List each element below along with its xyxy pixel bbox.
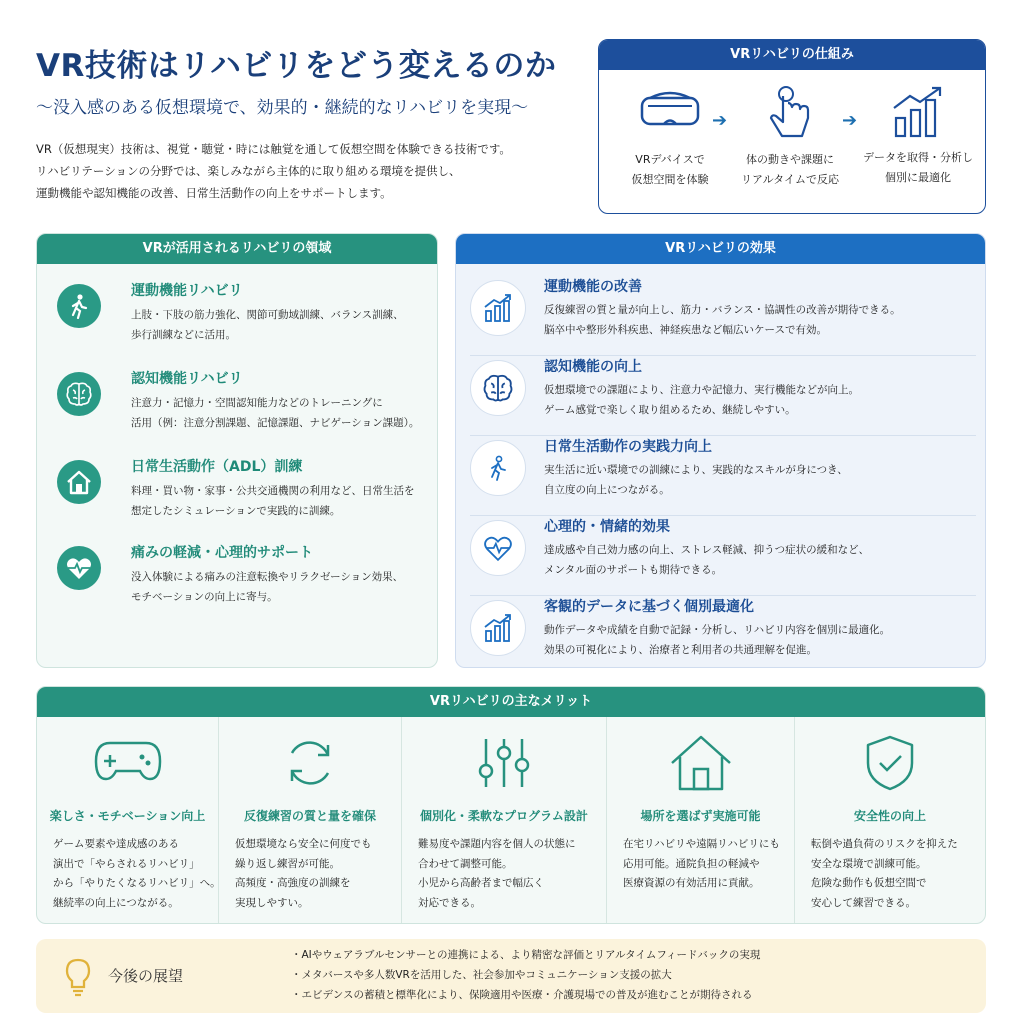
merit-desc-line: 転倒や過負荷のリスクを抑えた (811, 838, 958, 850)
mechanism-step (605, 84, 735, 190)
shield-check-icon (862, 733, 918, 793)
merit-desc (235, 835, 372, 913)
heart-pulse-icon (57, 546, 101, 590)
merit-desc-line: 難易度や課題内容を個人の状態に (418, 838, 576, 850)
merit-desc-line: 実現しやすい。 (235, 896, 309, 909)
step-line: 仮想空間を体験 (631, 173, 709, 186)
merit-desc-line: 安全な環境で訓練可能。 (811, 857, 927, 870)
area-title: 日常生活動作（ADL）訓練 (131, 459, 303, 475)
effect-desc-line: 脳卒中や整形外科疾患、神経疾患など幅広いケースで有効。 (544, 324, 827, 336)
effect-desc (544, 620, 890, 660)
intro-text (36, 138, 576, 204)
area-desc (131, 567, 403, 607)
effect-desc-line: 効果の可視化により、治療者と利用者の共通理解を促進。 (544, 644, 817, 656)
merit-desc-line: 安心して練習できる。 (811, 896, 916, 909)
merit-desc-line: 応用可能。通院負担の軽減や (623, 857, 760, 870)
mechanism-step-label (853, 148, 983, 188)
future-list (291, 945, 760, 1005)
merit-desc-line: 合わせて調整可能。 (418, 857, 513, 870)
merits-panel (36, 686, 986, 924)
effect-item (470, 436, 976, 516)
merit-desc-line: 小児から高齢者まで幅広く (418, 877, 544, 889)
merit-desc-line: 危険な動作も仮想空間で (811, 877, 927, 889)
mechanism-box (598, 39, 986, 214)
lightbulb-icon (62, 957, 94, 997)
areas-title: VRが活用されるリハビリの領域 (37, 234, 437, 264)
effect-title: 認知機能の向上 (544, 359, 642, 375)
effect-title: 日常生活動作の実践力向上 (544, 439, 712, 455)
heart-pulse-icon (470, 520, 526, 576)
effect-item (470, 596, 976, 668)
effect-title: 心理的・情緒的効果 (544, 519, 670, 535)
intro-line: VR（仮想現実）技術は、視覚・聴覚・時には触覚を通して仮想空間を体験できる技術です。 (36, 142, 511, 156)
house-icon (57, 460, 101, 504)
area-desc (131, 305, 404, 345)
arrow-icon: ➔ (842, 110, 858, 131)
effect-desc (544, 460, 848, 500)
merit-title: 反復練習の質と量を確保 (243, 809, 376, 823)
effect-desc-line: メンタル面のサポートも期待できる。 (544, 564, 723, 576)
area-desc-line: 歩行訓練などに活用。 (131, 329, 236, 341)
mechanism-step (853, 84, 983, 188)
merit-desc-line: から「やりたくなるリハビリ」へ。 (53, 877, 221, 889)
page-subtitle: 〜没入感のある仮想環境で、効果的・継続的なリハビリを実現〜 (36, 98, 529, 118)
refresh-icon (280, 733, 340, 793)
merit-desc-line: 仮想環境なら安全に何度でも (235, 838, 372, 850)
effects-panel (455, 233, 986, 668)
gamepad-icon (92, 733, 164, 785)
merit-title: 場所を選ばず実施可能 (640, 809, 761, 823)
hand-touch-icon (764, 84, 816, 146)
area-desc-line: モチベーションの向上に寄与。 (131, 591, 278, 603)
brain-icon (57, 372, 101, 416)
merit-desc (53, 835, 221, 913)
effect-desc (544, 300, 901, 340)
merit-item (607, 717, 795, 924)
effect-item (470, 356, 976, 436)
merit-desc-line: 継続率の向上につながる。 (53, 896, 179, 909)
brain-icon (470, 360, 526, 416)
merit-title: 楽しさ・モチベーション向上 (49, 809, 206, 823)
sliders-icon (474, 733, 534, 793)
merit-desc (623, 835, 780, 894)
intro-line: リハビリテーションの分野では、楽しみながら主体的に取り組める環境を提供し、 (36, 164, 461, 178)
area-title: 認知機能リハビリ (131, 371, 243, 387)
area-title: 痛みの軽減・心理的サポート (131, 545, 313, 561)
merit-item (402, 717, 607, 924)
area-title: 運動機能リハビリ (131, 283, 243, 299)
mechanism-step-label (605, 150, 735, 190)
area-desc-line: 料理・買い物・家事・公共交通機関の利用など、日常生活を (131, 485, 415, 497)
vr-headset-icon (638, 84, 702, 136)
effect-desc-line: 達成感や自己効力感の向上、ストレス軽減、抑うつ症状の緩和など、 (544, 544, 870, 556)
step-line: データを取得・分析し (863, 151, 973, 164)
effect-desc-line: 動作データや成績を自動で記録・分析し、リハビリ内容を個別に最適化。 (544, 624, 891, 636)
merit-item (219, 717, 402, 924)
areas-panel (36, 233, 438, 668)
growth-chart-icon (888, 84, 948, 140)
area-desc (131, 393, 419, 433)
effect-title: 客観的データに基づく個別最適化 (544, 599, 754, 615)
merit-desc-line: 在宅リハビリや遠隔リハビリにも (623, 838, 780, 850)
merit-title: 個別化・柔軟なプログラム設計 (420, 809, 588, 823)
merit-desc-line: ゲーム要素や達成感のある (53, 838, 179, 850)
effect-desc (544, 380, 859, 420)
effect-desc-line: 反復練習の質と量が向上し、筋力・バランス・協調性の改善が期待できる。 (544, 304, 901, 316)
merit-item (37, 717, 219, 924)
merit-title: 安全性の向上 (853, 809, 926, 823)
future-item: ・ AIやウェアラブルセンサーとの連携による、より精密な評価とリアルタイムフィードバックの実現 (291, 945, 760, 965)
step-line: リアルタイムで反応 (741, 173, 839, 186)
merit-desc-line: 医療資源の有効活用に貢献。 (623, 877, 760, 889)
effect-title: 運動機能の改善 (544, 279, 642, 295)
effect-desc-line: 実生活に近い環境での訓練により、実践的なスキルが身につき、 (544, 464, 848, 476)
mechanism-title: VRリハビリの仕組み (599, 40, 985, 70)
area-desc (131, 481, 415, 521)
merit-desc (418, 835, 576, 913)
future-item: ・ メタバースや多人数VRを活用した、社会参加やコミュニケーション支援の拡大 (291, 965, 760, 985)
future-item: ・ エビデンスの蓄積と標準化により、保険適用や医療・介護現場での普及が進むことが期待される (291, 985, 760, 1005)
step-line: VRデバイスで (635, 153, 705, 166)
arrow-icon: ➔ (712, 110, 728, 131)
area-desc-line: 没入体験による痛みの注意転換やリラクゼーション効果、 (131, 571, 404, 583)
merits-title: VRリハビリの主なメリット (37, 687, 985, 717)
walking-person-icon (470, 440, 526, 496)
merit-desc-line: 高頻度・高強度の訓練を (235, 877, 351, 889)
future-title: 今後の展望 (108, 967, 184, 985)
page-title: VR技術はリハビリをどう変えるのか (36, 48, 557, 84)
effects-title: VRリハビリの効果 (456, 234, 985, 264)
mechanism-step (725, 84, 858, 190)
step-line: 体の動きや課題に (746, 153, 834, 166)
step-line: 個別に最適化 (885, 171, 951, 184)
bar-chart-icon (470, 280, 526, 336)
merit-desc-line: 対応できる。 (418, 896, 481, 909)
effect-desc-line: ゲーム感覚で楽しく取り組めるため、継続しやすい。 (544, 404, 796, 416)
bar-chart-icon (470, 600, 526, 656)
future-box (36, 939, 986, 1013)
merit-item (795, 717, 985, 924)
area-desc-line: 活用（例：注意分割課題、記憶課題、ナビゲーション課題）。 (131, 417, 420, 429)
effect-desc (544, 540, 869, 580)
mechanism-step-label (725, 150, 855, 190)
merit-desc (811, 835, 958, 913)
effect-desc-line: 仮想環境での課題により、注意力や記憶力、実行機能などが向上。 (544, 384, 859, 396)
merit-desc-line: 繰り返し練習が可能。 (235, 857, 340, 870)
house-icon (668, 733, 734, 793)
area-desc-line: 上肢・下肢の筋力強化、関節可動域訓練、バランス訓練、 (131, 309, 404, 321)
area-desc-line: 想定したシミュレーションで実践的に訓練。 (131, 505, 341, 517)
intro-line: 運動機能や認知機能の改善、日常生活動作の向上をサポートします。 (36, 186, 392, 200)
merit-desc-line: 演出で「やらされるリハビリ」 (53, 857, 200, 870)
walking-person-icon (57, 284, 101, 328)
area-desc-line: 注意力・記憶力・空間認知能力などのトレーニングに (131, 397, 383, 409)
effect-item (470, 516, 976, 596)
effect-item (470, 276, 976, 356)
effect-desc-line: 自立度の向上につながる。 (544, 484, 670, 496)
